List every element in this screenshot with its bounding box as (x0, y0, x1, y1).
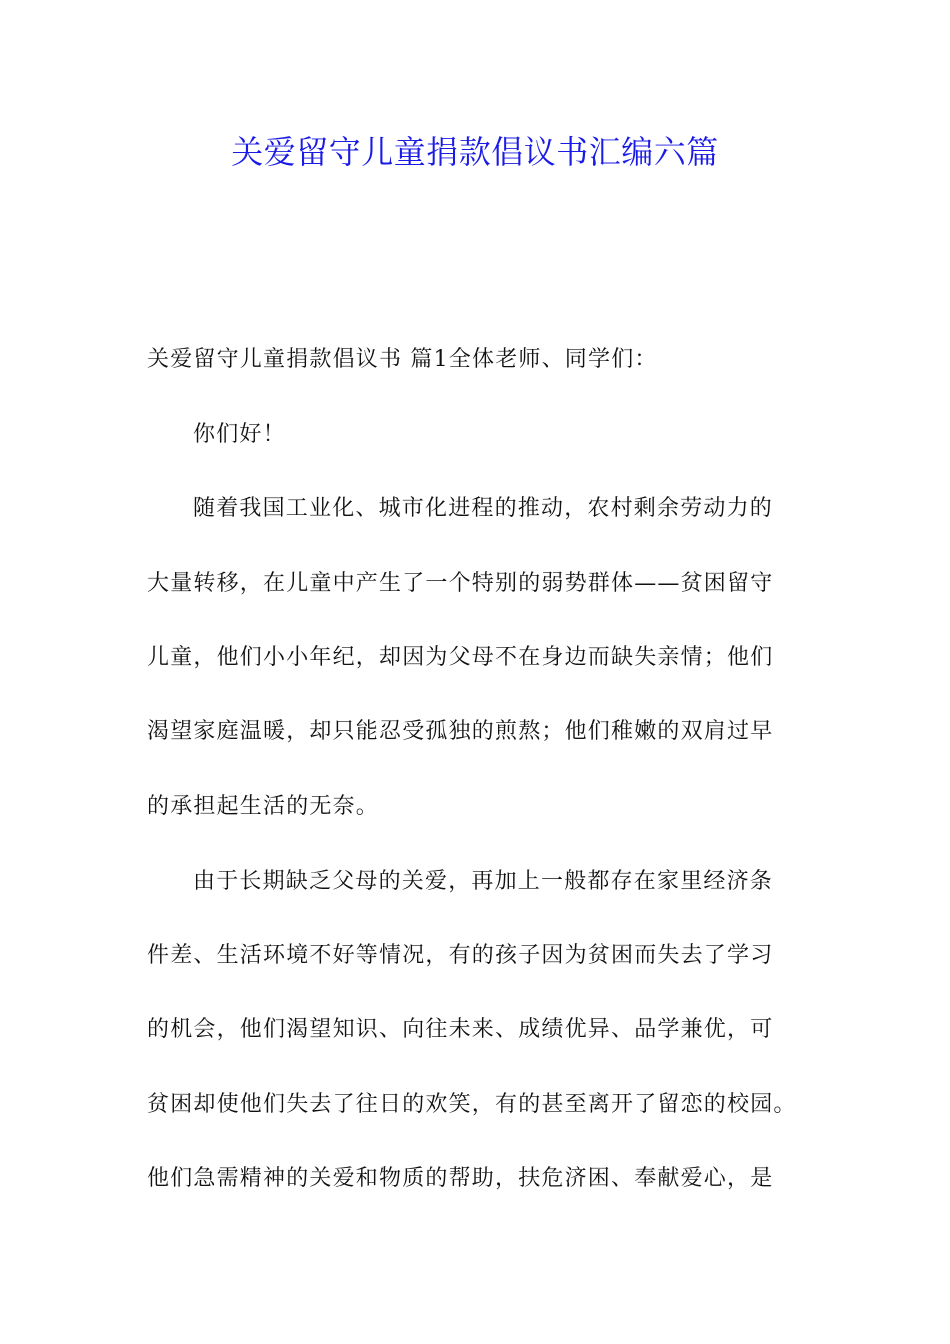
paragraph-line-8: 由于长期缺乏父母的关爱，再加上一般都存在家里经济条 (193, 869, 774, 894)
paragraph-line-4: 大量转移，在儿童中产生了一个特别的弱势群体——贫困留守 (147, 571, 774, 596)
paragraph-line-11: 贫困却使他们失去了往日的欢笑，有的甚至离开了留恋的校园。 (147, 1092, 797, 1117)
paragraph-line-12: 他们急需精神的关爱和物质的帮助，扶危济困、奉献爱心，是 (147, 1166, 774, 1191)
document-title: 关爱留守儿童捐款倡议书汇编六篇 (231, 133, 719, 171)
paragraph-line-9: 件差、生活环境不好等情况，有的孩子因为贫困而失去了学习 (147, 943, 774, 968)
paragraph-line-2: 你们好！ (193, 422, 286, 447)
paragraph-line-10: 的机会，他们渴望知识、向往未来、成绩优异、品学兼优，可 (147, 1017, 774, 1042)
paragraph-line-3: 随着我国工业化、城市化进程的推动，农村剩余劳动力的 (193, 496, 774, 521)
paragraph-line-6: 渴望家庭温暖，却只能忍受孤独的煎熬；他们稚嫩的双肩过早 (147, 719, 774, 744)
paragraph-line-1: 关爱留守儿童捐款倡议书 篇1全体老师、同学们： (147, 347, 658, 372)
paragraph-line-5: 儿童，他们小小年纪，却因为父母不在身边而缺失亲情；他们 (147, 645, 774, 670)
paragraph-line-7: 的承担起生活的无奈。 (147, 794, 380, 819)
